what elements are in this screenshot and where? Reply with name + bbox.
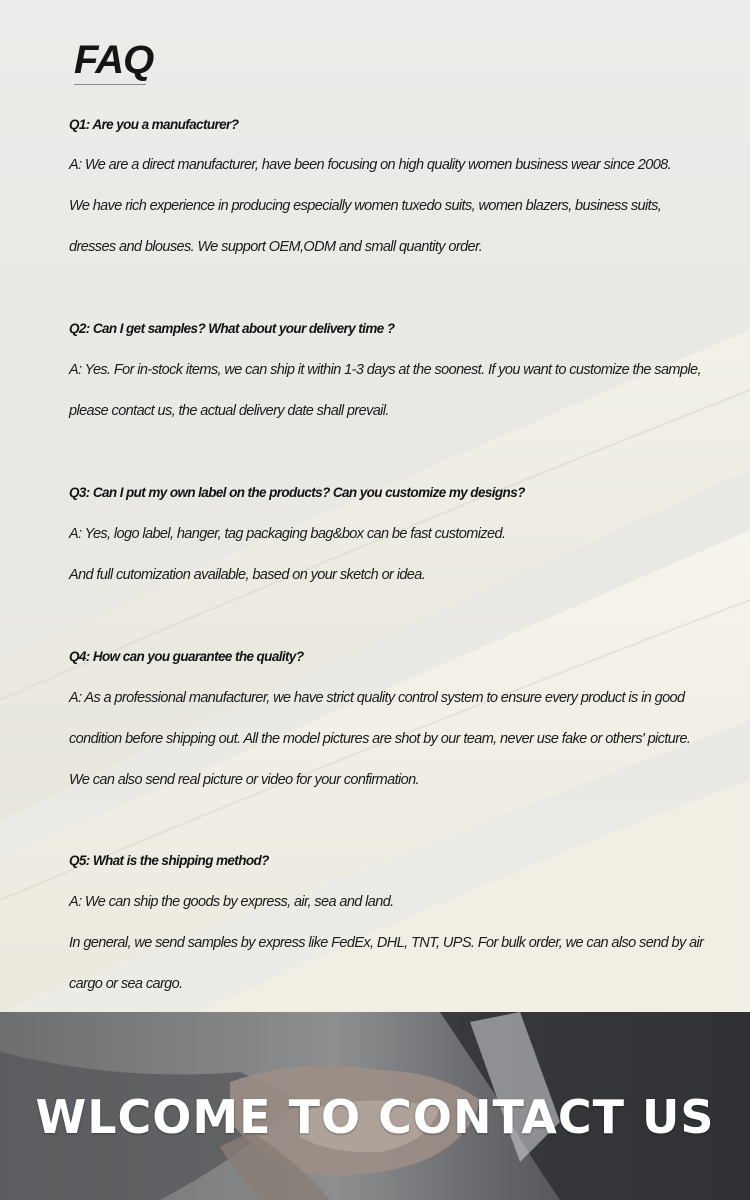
contact-title: WLCOME TO CONTACT US [35,1090,715,1144]
faq-answer-1-line-1: A: We are a direct manufacturer, have been focusing on high quality women business wear since 2008. [69,157,672,173]
faq-answer-1-line-3: dresses and blouses. We support OEM,ODM and small quantity order. [69,239,483,255]
faq-answer-1-line-2: We have rich experience in producing especially women tuxedo suits, women blazers, business suits, [69,198,662,214]
faq-question-4: Q4: How can you guarantee the quality? [69,649,304,664]
faq-answer-2-line-1: A: Yes. For in-stock items, we can ship it within 1-3 days at the soonest. If you want to customize the sample, [69,362,701,378]
faq-answer-4-line-3: We can also send real picture or video for your confirmation. [69,772,419,788]
faq-answer-2-line-2: please contact us, the actual delivery date shall prevail. [69,403,389,419]
faq-answer-5-line-2: In general, we send samples by express like FedEx, DHL, TNT, UPS. For bulk order, we can also send by air [69,935,704,951]
faq-question-3: Q3: Can I put my own label on the products? Can you customize my designs? [69,485,525,500]
faq-question-5: Q5: What is the shipping method? [69,853,269,868]
faq-answer-3-line-1: A: Yes, logo label, hanger, tag packaging bag&box can be fast customized. [69,526,506,542]
faq-answer-4-line-2: condition before shipping out. All the model pictures are shot by our team, never use fake or others' picture. [69,731,691,747]
contact-banner [0,1012,750,1200]
faq-answer-5-line-1: A: We can ship the goods by express, air, sea and land. [69,894,394,910]
faq-title: FAQ [74,38,154,82]
faq-question-1: Q1: Are you a manufacturer? [69,117,239,132]
faq-answer-3-line-2: And full cutomization available, based on your sketch or idea. [69,567,426,583]
faq-question-2: Q2: Can I get samples? What about your delivery time ? [69,321,395,336]
faq-title-underline [74,84,146,85]
faq-answer-5-line-3: cargo or sea cargo. [69,976,183,992]
faq-answer-4-line-1: A: As a professional manufacturer, we have strict quality control system to ensure every product is in good [69,690,685,706]
